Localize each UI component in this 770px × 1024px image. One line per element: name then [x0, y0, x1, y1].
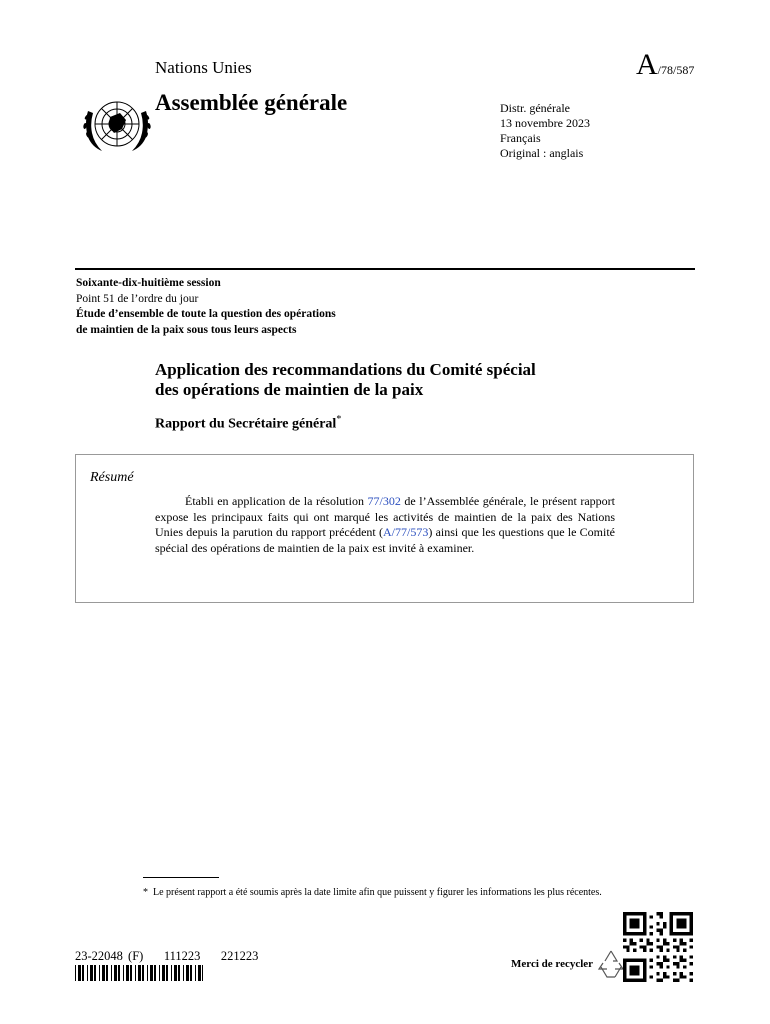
report-heading [155, 414, 341, 433]
header-divider [75, 268, 695, 270]
footnote [143, 886, 613, 900]
un-emblem-icon [80, 93, 154, 155]
recycle-icon [597, 947, 625, 979]
agenda-title-line-1: Étude d’ensemble de toute la question des opérations [76, 308, 336, 320]
session-block [76, 276, 336, 338]
document-language: Français [500, 131, 541, 145]
document-symbol [636, 50, 694, 85]
symbol-number: /78/587 [657, 63, 695, 77]
agenda-point: Point 51 de l’ordre du jour [76, 292, 199, 305]
title-line-1: Application des recommandations du Comité spécial [155, 360, 536, 379]
barcode-icon [75, 965, 203, 981]
summary-text-part-1: Établi en application de la résolution [185, 494, 368, 508]
agenda-title-line-2: de maintien de la paix sous tous leurs aspects [76, 323, 297, 336]
footnote-divider [143, 877, 219, 878]
organization-name: Nations Unies [155, 58, 252, 77]
summary-text-part-3: ) ainsi que les questions que le Comité spécial des opérations de maintien de la paix est invité à examiner. [155, 525, 616, 555]
summary-text [155, 494, 615, 556]
resolution-link[interactable]: 77/302 [367, 494, 401, 508]
body-name: Assemblée générale [155, 90, 348, 115]
report-label: Rapport du Secrétaire général [155, 416, 337, 432]
footnote-text: Le présent rapport a été soumis après la date limite afin que puissent y figurer les informations les plus récentes. [153, 887, 602, 898]
original-language: Original : anglais [500, 146, 584, 160]
footnote-mark: * [143, 887, 148, 898]
title-line-2: des opérations de maintien de la paix [155, 380, 424, 399]
document-title [155, 360, 675, 400]
job-number: 23-22048 (F) 111223 221223 [75, 949, 259, 963]
qr-code-icon [623, 912, 693, 982]
summary-heading: Résumé [90, 470, 134, 485]
previous-report-link[interactable]: A/77/573 [382, 525, 429, 539]
symbol-letter: A [636, 48, 658, 81]
session-name: Soixante-dix-huitième session [76, 277, 221, 289]
report-footnote-mark: * [336, 414, 342, 425]
summary-text-part-2: de l’Assemblée générale, le présent rapport expose les principaux faits qui ont marqué les activités de maintien de la paix des Nations Unies depuis la parution du rapport précédent ( [155, 494, 615, 539]
document-date: 13 novembre 2023 [500, 116, 590, 130]
recycle-label: Merci de recycler [511, 958, 594, 970]
distribution-type: Distr. générale [500, 101, 570, 115]
distribution-block [500, 101, 590, 161]
